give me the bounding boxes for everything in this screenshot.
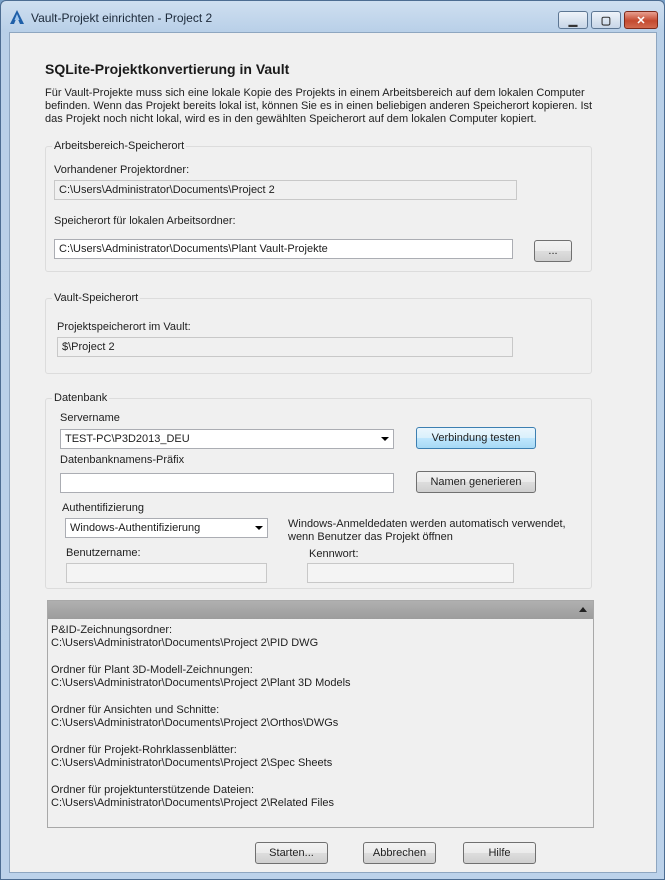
- auth-note-line-2: wenn Benutzer das Projekt öffnen: [288, 531, 453, 543]
- cancel-button[interactable]: Abbrechen: [363, 842, 436, 864]
- autodesk-app-icon: [9, 9, 25, 25]
- folder-label: Ordner für Plant 3D-Modell-Zeichnungen:: [51, 664, 253, 676]
- collapse-arrow-icon[interactable]: [579, 607, 587, 612]
- password-label: Kennwort:: [309, 548, 359, 560]
- window-title: Vault-Projekt einrichten - Project 2: [31, 11, 213, 25]
- folder-path: C:\Users\Administrator\Documents\Project 2\Orthos\DWGs: [51, 717, 339, 729]
- folder-label: Ordner für Projekt-Rohrklassenblätter:: [51, 744, 237, 756]
- existing-folder-field: C:\Users\Administrator\Documents\Project 2: [54, 180, 517, 200]
- maximize-icon: ▢: [600, 14, 612, 27]
- authentication-label: Authentifizierung: [62, 502, 144, 514]
- username-label: Benutzername:: [66, 547, 141, 559]
- server-name-label: Servername: [60, 412, 120, 424]
- username-input[interactable]: [66, 563, 267, 583]
- password-input[interactable]: [307, 563, 514, 583]
- folder-label: Ordner für Ansichten und Schnitte:: [51, 704, 220, 716]
- vault-group-label: Vault-Speicherort: [54, 292, 139, 304]
- project-folders-panel: [47, 600, 594, 828]
- vault-group: [45, 298, 592, 374]
- local-folder-label: Speicherort für lokalen Arbeitsordner:: [54, 215, 236, 227]
- existing-folder-label: Vorhandener Projektordner:: [54, 164, 190, 176]
- panel-header[interactable]: [48, 601, 593, 619]
- close-icon: ✕: [636, 14, 646, 27]
- page-heading: SQLite-Projektkonvertierung in Vault: [45, 61, 290, 77]
- db-prefix-label: Datenbanknamens-Präfix: [60, 454, 185, 466]
- authentication-dropdown[interactable]: [65, 518, 268, 538]
- folder-label: Ordner für projektunterstützende Dateien:: [51, 784, 255, 796]
- title-bar[interactable]: [1, 1, 664, 31]
- browse-button[interactable]: ...: [534, 240, 572, 262]
- authentication-value: Windows-Authentifizierung: [70, 522, 201, 534]
- folder-label: P&ID-Zeichnungsordner:: [51, 624, 173, 636]
- local-folder-input[interactable]: C:\Users\Administrator\Documents\Plant Vault-Projekte: [54, 239, 513, 259]
- minimize-button[interactable]: [558, 11, 588, 29]
- minimize-icon: ▁: [568, 14, 578, 27]
- auth-note-line-1: Windows-Anmeldedaten werden automatisch verwendet,: [288, 518, 566, 530]
- intro-line-1: Für Vault-Projekte muss sich eine lokale Kopie des Projekts in einem Arbeitsbereich auf dem lokalen Computer: [45, 87, 585, 99]
- chevron-down-icon: [255, 526, 263, 530]
- start-button[interactable]: Starten...: [255, 842, 328, 864]
- server-name-dropdown[interactable]: [60, 429, 394, 449]
- generate-names-button[interactable]: Namen generieren: [416, 471, 536, 493]
- close-button[interactable]: [624, 11, 658, 29]
- maximize-button[interactable]: [591, 11, 621, 29]
- folder-path: C:\Users\Administrator\Documents\Project 2\Spec Sheets: [51, 757, 333, 769]
- chevron-down-icon: [381, 437, 389, 441]
- intro-line-2: befinden. Wenn das Projekt bereits lokal ist, können Sie es in einen beliebigen anderen Speicherort kopieren. Ist: [45, 100, 593, 112]
- folder-path: C:\Users\Administrator\Documents\Project 2\Plant 3D Models: [51, 677, 351, 689]
- workspace-group-label: Arbeitsbereich-Speicherort: [54, 140, 185, 152]
- folder-path: C:\Users\Administrator\Documents\Project 2\Related Files: [51, 797, 335, 809]
- vault-location-label: Projektspeicherort im Vault:: [57, 321, 191, 333]
- test-connection-button[interactable]: Verbindung testen: [416, 427, 536, 449]
- server-name-value: TEST-PC\P3D2013_DEU: [65, 433, 190, 445]
- intro-line-3: das Projekt noch nicht lokal, wird es in den gewählten Speicherort auf dem lokalen Computer kopiert.: [45, 113, 537, 125]
- help-button[interactable]: Hilfe: [463, 842, 536, 864]
- folder-path: C:\Users\Administrator\Documents\Project 2\PID DWG: [51, 637, 319, 649]
- database-group-label: Datenbank: [54, 392, 108, 404]
- vault-location-field: $\Project 2: [57, 337, 513, 357]
- db-prefix-input[interactable]: [60, 473, 394, 493]
- dialog-client-area: [9, 32, 657, 873]
